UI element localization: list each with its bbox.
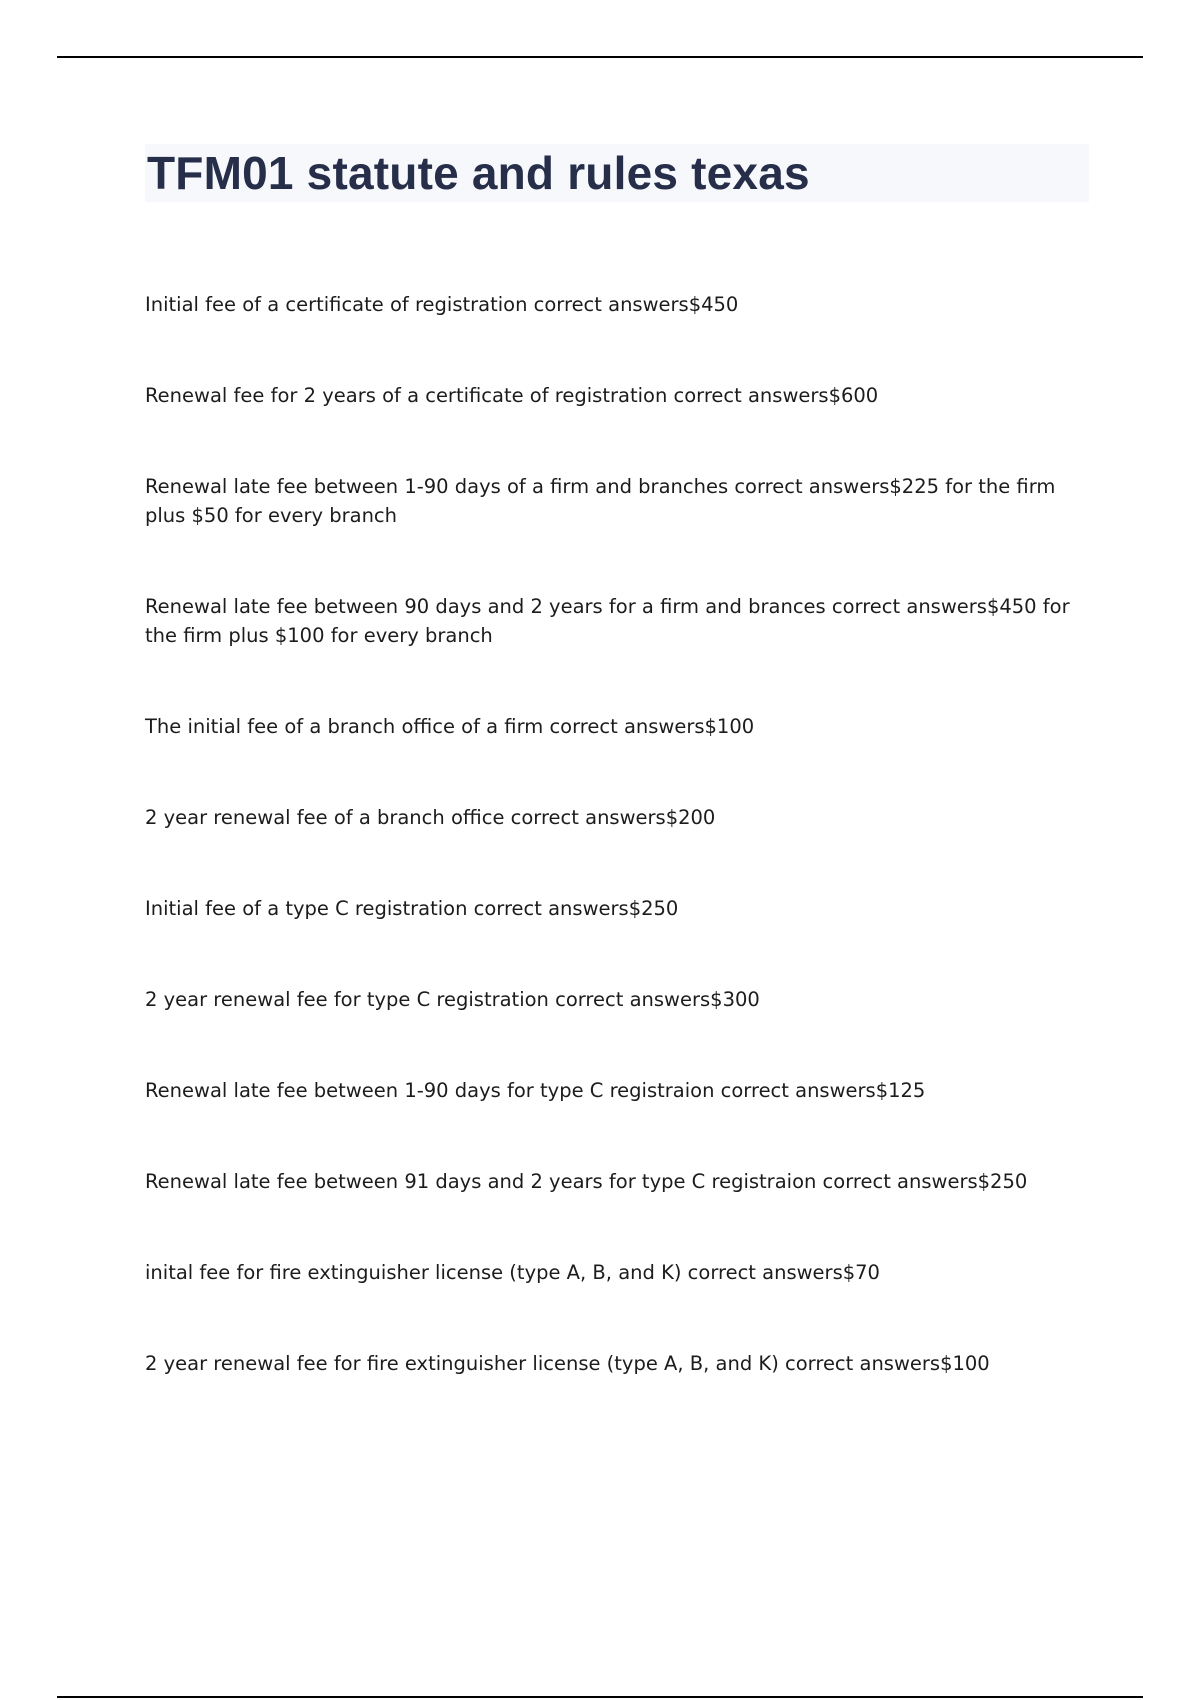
flashcard-item-11: inital fee for fire extinguisher license (type A, B, and K) correct answers$70 [145, 1261, 880, 1284]
flashcard-item-6: 2 year renewal fee of a branch office correct answers$200 [145, 806, 716, 829]
flashcard-item-3: Renewal late fee between 1-90 days of a firm and branches correct answers$225 for the firm plus $50 for every branch [145, 475, 1056, 527]
flashcard-item-9: Renewal late fee between 1-90 days for type C registraion correct answers$125 [145, 1079, 926, 1102]
flashcard-item-10: Renewal late fee between 91 days and 2 years for type C registraion correct answers$250 [145, 1170, 1028, 1193]
flashcard-item-2: Renewal fee for 2 years of a certificate of registration correct answers$600 [145, 384, 879, 407]
flashcard-item-1: Initial fee of a certificate of registration correct answers$450 [145, 293, 739, 316]
flashcard-item-8: 2 year renewal fee for type C registration correct answers$300 [145, 988, 760, 1011]
title-banner [145, 144, 1089, 202]
flashcard-item-7: Initial fee of a type C registration correct answers$250 [145, 897, 679, 920]
page-title: TFM01 statute and rules texas [147, 147, 810, 199]
flashcard-item-12: 2 year renewal fee for fire extinguisher license (type A, B, and K) correct answers$100 [145, 1352, 990, 1375]
flashcard-item-5: The initial fee of a branch office of a firm correct answers$100 [145, 715, 755, 738]
header-rule [57, 56, 1143, 58]
flashcard-item-4: Renewal late fee between 90 days and 2 years for a firm and brances correct answers$450 for the firm plus $100 for every branch [145, 595, 1070, 647]
footer-rule [57, 1696, 1143, 1698]
flashcard-list [145, 290, 1089, 1440]
